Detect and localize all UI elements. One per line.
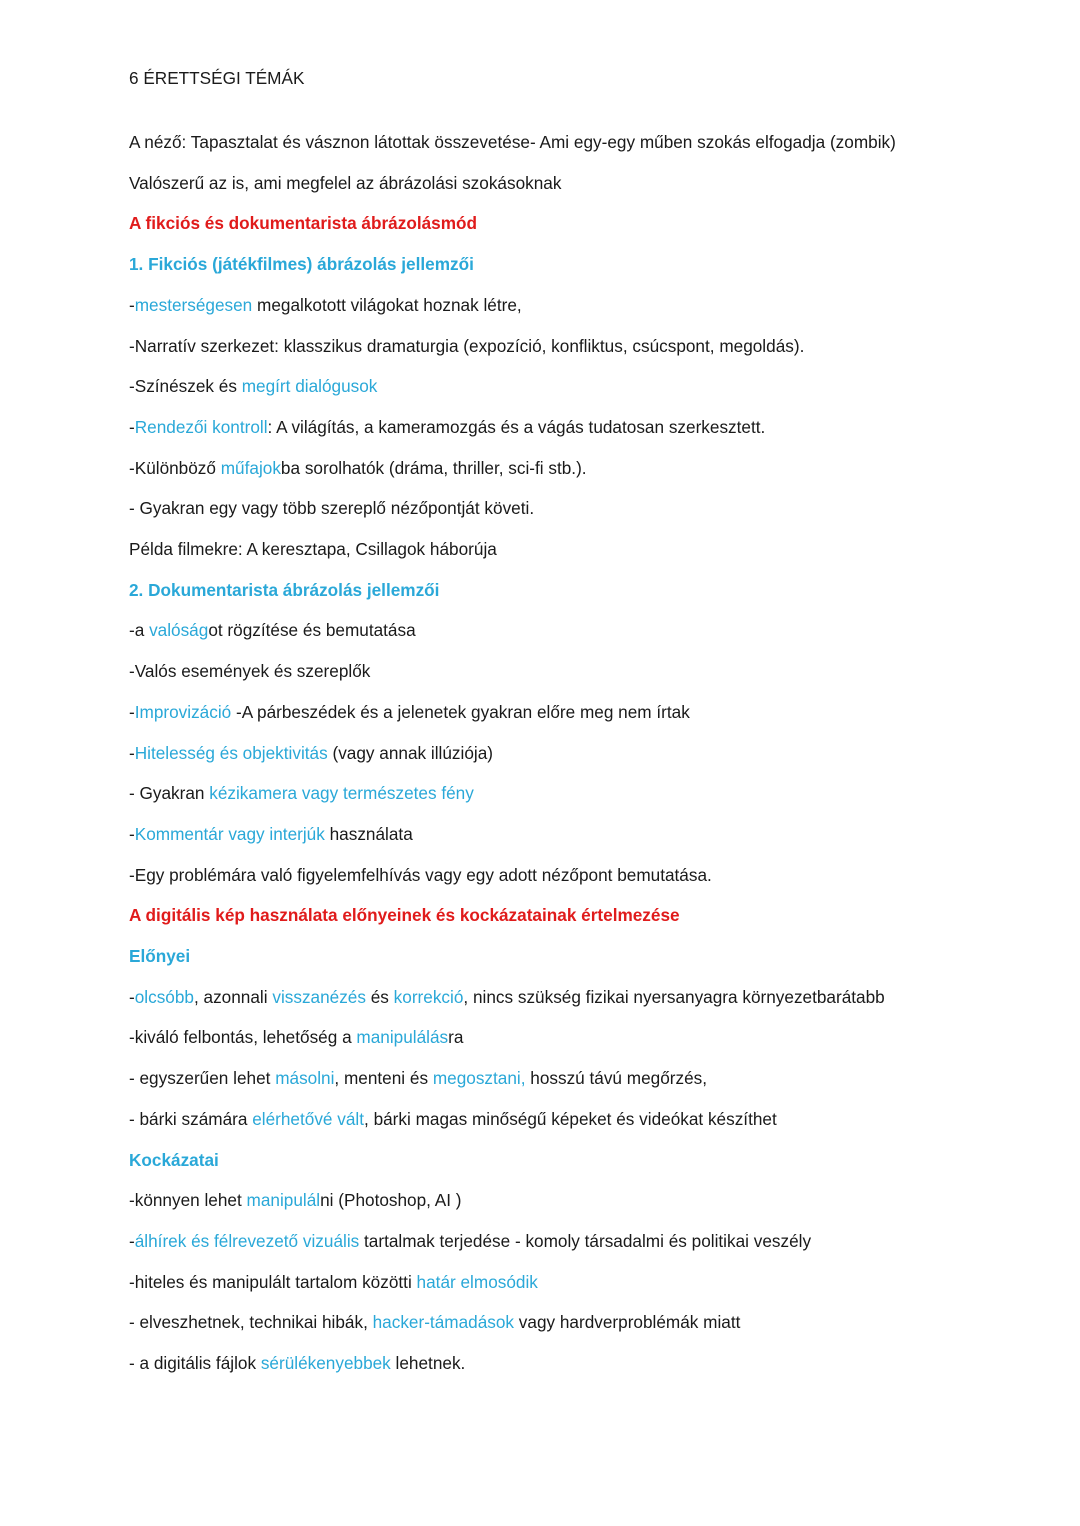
text-segment: -a [129,620,150,641]
subsection-heading [129,945,1040,967]
highlighted-term: hacker-támadások [372,1312,515,1333]
text-line [129,986,1040,1008]
text-segment: vagy hardverproblémák miatt [514,1312,741,1333]
text-line [129,823,1040,845]
text-segment: -Narratív szerkezet: klasszikus dramaturgia (expozíció, konfliktus, csúcspont, megoldás). [129,335,805,356]
text-segment: , azonnali [193,986,273,1007]
text-segment: - [129,416,135,437]
text-segment: -Egy problémára való figyelemfelhívás vagy egy adott nézőpont bemutatása. [129,864,712,885]
text-segment: 1. Fikciós (játékfilmes) ábrázolás jellemzői [129,254,474,275]
text-segment: ni (Photoshop, AI ) [320,1190,462,1211]
text-line [129,375,1040,397]
text-segment: hosszú távú megőrzés, [525,1068,708,1089]
text-segment: A digitális kép használata előnyeinek és kockázatainak értelmezése [129,905,680,926]
subsection-heading [129,1149,1040,1171]
text-segment: -hiteles és manipulált tartalom közötti [129,1271,417,1292]
highlighted-term: megírt dialógusok [241,376,378,397]
highlighted-term: Hitelesség és objektivitás [134,742,328,763]
text-line [129,864,1040,886]
highlighted-term: mesterségesen [134,294,253,315]
text-segment: - [129,1230,135,1251]
text-segment: Kockázatai [129,1149,219,1170]
text-segment: - bárki számára [129,1108,253,1129]
text-segment: -Színészek és [129,376,242,397]
text-line [129,1067,1040,1089]
text-segment: -kiváló felbontás, lehetőség a [129,1027,357,1048]
highlighted-term: másolni [275,1068,335,1089]
text-segment: : A világítás, a kameramozgás és a vágás tudatosan szerkesztett. [267,416,766,437]
text-line [129,1230,1040,1252]
text-segment: -Valós események és szereplők [129,661,371,682]
text-line [129,497,1040,519]
highlighted-term: elérhetővé vált [252,1108,365,1129]
highlighted-term: valóság [149,620,209,641]
subsection-heading [129,253,1040,275]
text-segment: ra [448,1027,464,1048]
text-line [129,1108,1040,1130]
text-segment: -könnyen lehet [129,1190,247,1211]
text-line [129,742,1040,764]
text-line [129,172,1040,194]
text-segment: - egyszerűen lehet [129,1068,276,1089]
text-segment: Példa filmekre: A keresztapa, Csillagok háborúja [129,539,497,559]
text-segment: lehetnek. [390,1353,466,1373]
text-line [129,538,1040,560]
text-line [129,619,1040,641]
highlighted-term: Improvizáció [134,701,232,722]
highlighted-term: kézikamera vagy természetes fény [209,783,474,804]
text-segment: ot rögzítése és bemutatása [208,620,416,641]
section-heading [129,212,1040,234]
text-line [129,1189,1040,1211]
text-line [129,1026,1040,1048]
highlighted-term: Kommentár vagy interjúk [134,823,325,844]
text-segment: - [129,986,135,1007]
text-line [129,1271,1040,1293]
highlighted-term: korrekció [393,986,464,1007]
text-segment: - [129,742,135,763]
highlighted-term: határ elmosódik [416,1271,538,1292]
text-segment: Valószerű az is, ami megfelel az ábrázolási szokásoknak [129,172,562,193]
text-line [129,416,1040,438]
text-line [129,335,1040,357]
text-segment: használata [324,823,413,844]
text-segment: - Gyakran [129,783,210,804]
text-line [129,701,1040,723]
text-segment: - [129,823,135,844]
text-segment: , menteni és [334,1068,433,1089]
text-line [129,660,1040,682]
page-header: 6 ÉRETTSÉGI TÉMÁK [129,68,305,88]
text-segment: , bárki magas minőségű képeket és videókat készíthet [364,1108,777,1129]
text-segment: , nincs szükség fizikai nyersanyagra környezetbarátabb [463,986,885,1007]
text-segment: - Gyakran egy vagy több szereplő nézőpontját követi. [129,498,535,519]
text-line [129,1311,1040,1333]
highlighted-term: sérülékenyebbek [260,1353,391,1373]
text-line [129,782,1040,804]
text-segment: (vagy annak illúziója) [327,742,493,763]
highlighted-term: műfajok [220,457,281,478]
section-heading [129,904,1040,926]
text-segment: - [129,701,135,722]
text-line [129,1352,1040,1374]
text-segment: - elveszhetnek, technikai hibák, [129,1312,373,1333]
text-segment: A fikciós és dokumentarista ábrázolásmód [129,213,477,234]
text-line [129,457,1040,479]
text-segment: A néző: Tapasztalat és vásznon látottak összevetése- Ami egy-egy műben szokás elfogadja (zombik) [129,132,896,152]
text-segment: megalkotott világokat hoznak létre, [252,294,522,315]
highlighted-term: manipulálás [356,1027,449,1048]
text-line [129,294,1040,316]
highlighted-term: megosztani, [432,1068,526,1089]
subsection-heading [129,579,1040,601]
text-line [129,131,1040,153]
text-segment: -Különböző [129,457,221,478]
text-segment: -A párbeszédek és a jelenetek gyakran előre meg nem írtak [231,701,690,722]
text-segment: - a digitális fájlok [129,1353,261,1373]
text-segment: 2. Dokumentarista ábrázolás jellemzői [129,579,440,600]
highlighted-term: visszanézés [272,986,366,1007]
highlighted-term: manipulál [246,1190,321,1211]
text-segment: tartalmak terjedése - komoly társadalmi és politikai veszély [359,1230,812,1251]
text-segment: Előnyei [129,946,191,966]
highlighted-term: álhírek és félrevezető vizuális [134,1230,360,1251]
highlighted-term: Rendezői kontroll [134,416,268,437]
text-segment: és [365,986,394,1007]
text-segment: - [129,294,135,315]
highlighted-term: olcsóbb [134,986,194,1007]
text-segment: ba sorolhatók (dráma, thriller, sci-fi stb.). [280,457,587,478]
